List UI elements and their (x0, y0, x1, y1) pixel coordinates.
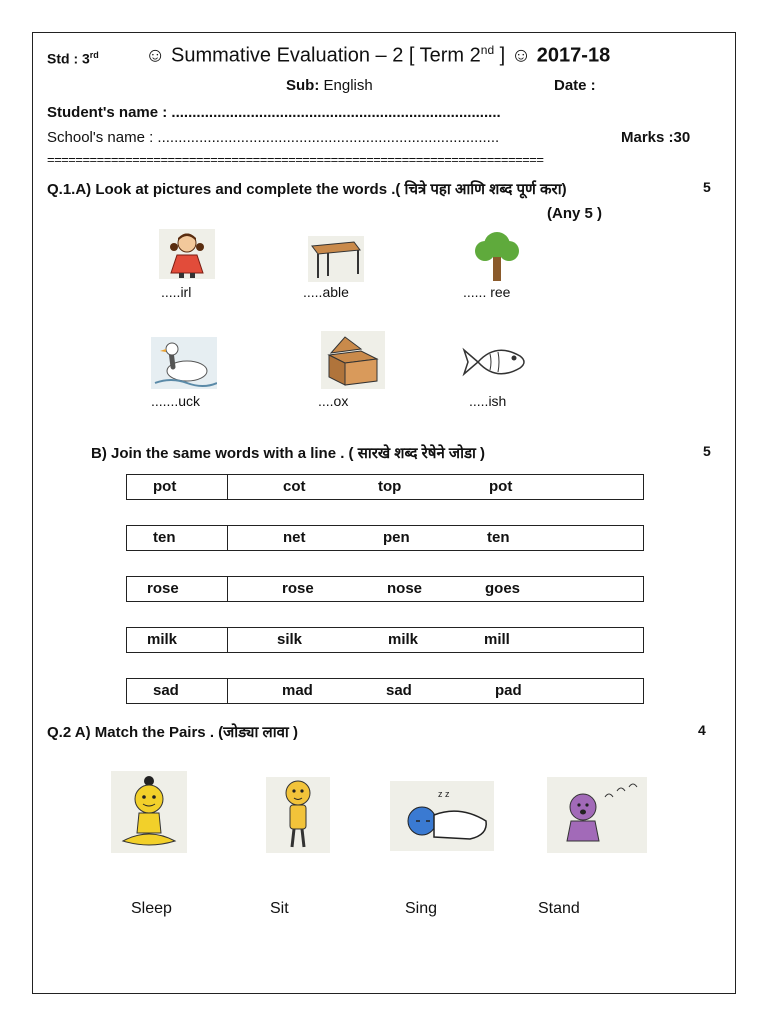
box-word: ....ox (318, 393, 349, 409)
question-2a-marks: 4 (698, 722, 706, 738)
page-title: ☺ Summative Evaluation – 2 [ Term 2nd ] ☺ 2017-18 (145, 43, 611, 67)
option-word: silk (277, 631, 303, 648)
year: 2017-18 (536, 44, 611, 67)
girl-picture (159, 229, 215, 279)
standard-label: Std : 3rd (47, 50, 99, 67)
any-five-note: (Any 5 ) (547, 205, 603, 222)
word-row (126, 474, 644, 500)
key-word: pot (153, 478, 177, 495)
option-word: pad (495, 682, 522, 699)
svg-text:z z: z z (438, 789, 450, 799)
word-row (126, 627, 644, 653)
question-1b-marks: 5 (703, 443, 711, 459)
school-name-line: School's name : .................................................................................. (47, 129, 500, 146)
option-word: sad (386, 682, 412, 699)
worksheet (32, 32, 736, 994)
duck-word: .......uck (151, 393, 201, 409)
answer-word-stand: Stand (538, 900, 580, 917)
total-marks: Marks :30 (621, 129, 691, 146)
option-word: cot (283, 478, 306, 495)
option-word: net (283, 529, 306, 546)
option-word: top (378, 478, 402, 495)
word-row (126, 525, 644, 551)
fish-word: .....ish (469, 393, 507, 409)
option-word: mad (282, 682, 313, 699)
subject: Sub: English (286, 77, 373, 94)
option-word: pen (383, 529, 410, 546)
option-word: rose (282, 580, 314, 597)
answer-word-sit: Sit (270, 900, 289, 917)
option-word: nose (387, 580, 423, 597)
separator-line: ====================================================================== (47, 152, 544, 167)
answer-word-sleep: Sleep (131, 900, 172, 917)
student-name-line: Student's name : ............................................................................... (47, 104, 501, 121)
girl-word: .....irl (161, 284, 192, 300)
fish-picture (460, 336, 532, 388)
date-label: Date : (554, 77, 596, 94)
duck-picture (151, 337, 217, 389)
key-word: sad (153, 682, 179, 699)
smiley-icon: ☺ (510, 44, 532, 67)
tree-word: ...... ree (463, 284, 511, 300)
tree-picture (471, 229, 523, 283)
question-1a: Q.1.A) Look at pictures and complete the words .( चित्रे पहा आणि शब्द पूर्ण करा) (47, 181, 567, 198)
table-word: .....able (303, 284, 349, 300)
table-picture (308, 236, 364, 282)
singing-child-picture (547, 777, 647, 853)
word-row (126, 678, 644, 704)
question-1a-marks: 5 (703, 179, 711, 195)
question-2a: Q.2 A) Match the Pairs . (जोड्या लावा ) (47, 724, 298, 741)
option-word: goes (485, 580, 521, 597)
answer-word-sing: Sing (405, 900, 438, 917)
sitting-child-picture (111, 771, 187, 853)
key-word: milk (147, 631, 178, 648)
key-word: ten (153, 529, 176, 546)
question-1b: B) Join the same words with a line . ( सारखे शब्द रेषेने जोडा ) (91, 445, 486, 462)
option-word: milk (388, 631, 419, 648)
sleeping-child-picture (390, 781, 494, 851)
option-word: pot (489, 478, 513, 495)
key-word: rose (147, 580, 179, 597)
standing-child-picture (266, 777, 330, 853)
box-picture (321, 331, 385, 389)
word-row (126, 576, 644, 602)
smiley-icon: ☺ (145, 44, 166, 67)
option-word: mill (484, 631, 510, 648)
option-word: ten (487, 529, 510, 546)
